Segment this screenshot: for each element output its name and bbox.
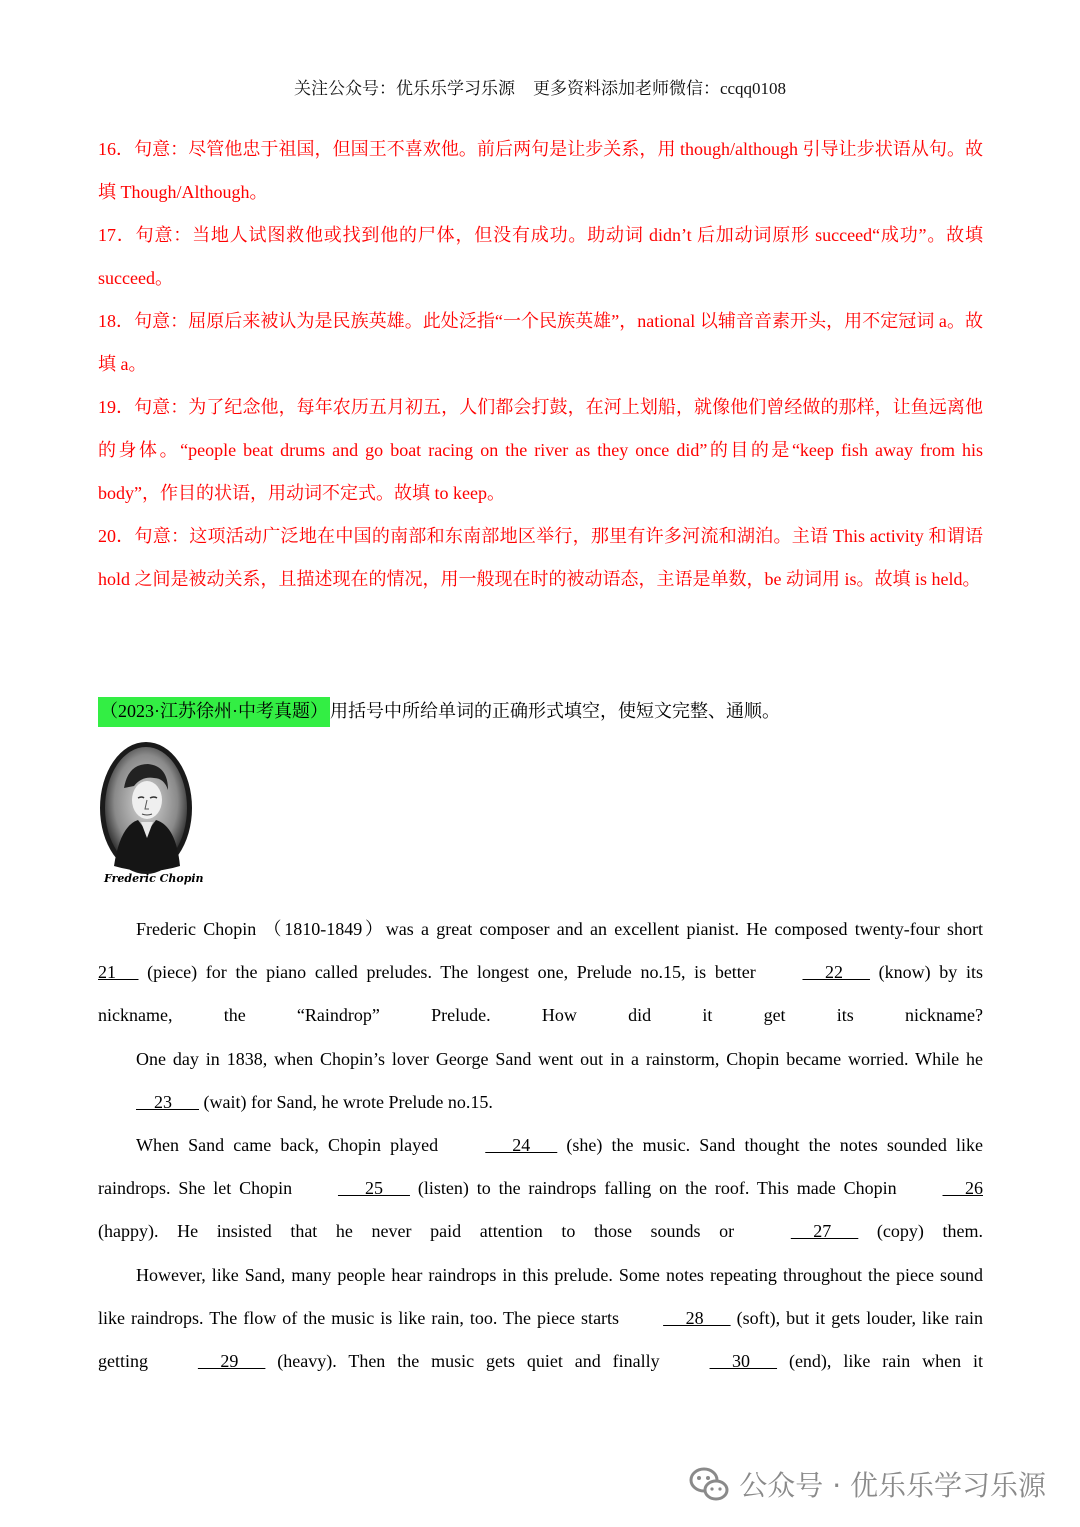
portrait-caption: Frederic Chopin [104, 872, 204, 885]
text: When Sand came back, Chopin played [136, 1135, 448, 1156]
text: However, like Sand, many people hear raindrops in this prelude. Some notes repeating throughout the piece sound like raindrops. The flow of the music is like rain, too. The piece starts [98, 1264, 983, 1328]
watermark [689, 1462, 1046, 1506]
answer-19: 19．句意：为了纪念他，每年农历五月初五，人们都会打鼓，在河上划船，就像他们曾经做的那样，让鱼远离他的身体。“people beat drums and go boat racing on the river as they once did”的目的是“keep fish away from his body”，作目的状语，用动词不定式。故填 to keep。 [98, 397, 983, 503]
question-instruction: 用括号中所给单词的正确形式填空，使短文完整、通顺。 [330, 701, 780, 721]
header-left: 关注公众号：优乐乐学习乐源 [293, 79, 515, 98]
blank-26: 26 [942, 1178, 983, 1199]
blank-21: 21 [98, 962, 139, 983]
answer-17: 17．句意：当地人试图救他或找到他的尸体，但没有成功。助动词 didn’t 后加动词原形 succeed“成功”。故填 succeed。 [98, 225, 983, 288]
header-right: 更多资料添加老师微信：ccqq0108 [532, 79, 787, 98]
wechat-icon [689, 1466, 729, 1502]
chopin-portrait [98, 716, 204, 896]
blank-24: 24 [485, 1135, 558, 1156]
text: (soft), but it gets louder, like rain getting [98, 1307, 984, 1372]
text: (know) by its nickname, the “Raindrop” Prelude. How did it get its nickname? [98, 962, 983, 1026]
paragraph-2 [98, 1038, 983, 1124]
text: (piece) for the piano called preludes. The longest one, Prelude no.15, is better [138, 962, 765, 983]
text: (heavy). Then the music gets quiet and finally [265, 1351, 672, 1372]
text: (listen) to the raindrops falling on the roof. This made Chopin [409, 1178, 905, 1199]
answer-16: 16．句意：尽管他忠于祖国，但国王不喜欢他。前后两句是让步关系，用 though/although 引导让步状语从句。故填 Though/Although。 [98, 139, 983, 202]
paragraph-3 [98, 1124, 983, 1254]
paragraph-1 [98, 908, 983, 1038]
text: (happy). He insisted that he never paid attention to those sounds or [98, 1221, 753, 1242]
text: (wait) for Sand, he wrote Prelude no.15. [199, 1091, 493, 1112]
text: (copy) them. [858, 1221, 983, 1242]
question-header [98, 690, 983, 733]
text: Frederic Chopin （1810-1849）was a great composer and an excellent pianist. He composed twenty-four short [136, 919, 983, 939]
page-header [0, 74, 1080, 104]
watermark-text: 公众号 · 优乐乐学习乐源 [739, 1469, 1046, 1502]
answer-18: 18．句意：屈原后来被认为是民族英雄。此处泛指“一个民族英雄”，national 以辅音音素开头，用不定冠词 a。故填 a。 [98, 311, 983, 374]
answer-explanations [98, 128, 983, 601]
blank-23: 23 [136, 1091, 199, 1112]
blank-27: 27 [790, 1221, 859, 1242]
answer-20: 20．句意：这项活动广泛地在中国的南部和东南部地区举行，那里有许多河流和湖泊。主语 This activity 和谓语 hold 之间是被动关系，且描述现在的情况，用一般现在时的被动语态，主语是单数，be 动词用 is。故填 is held。 [98, 526, 983, 589]
paragraph-4 [98, 1254, 983, 1384]
text: (end), like rain when it [777, 1351, 983, 1372]
blank-30: 30 [709, 1351, 778, 1372]
source-tag: （2023·江苏徐州·中考真题） [98, 697, 330, 727]
blank-28: 28 [663, 1307, 731, 1328]
blank-29: 29 [197, 1351, 266, 1372]
blank-25: 25 [337, 1178, 410, 1199]
text: One day in 1838, when Chopin’s lover George Sand went out in a rainstorm, Chopin became worried. While he [136, 1048, 983, 1069]
blank-22: 22 [802, 962, 870, 983]
cloze-passage [98, 908, 983, 1383]
text: (she) the music. Sand thought the notes sounded like raindrops. She let Chopin [98, 1135, 983, 1199]
